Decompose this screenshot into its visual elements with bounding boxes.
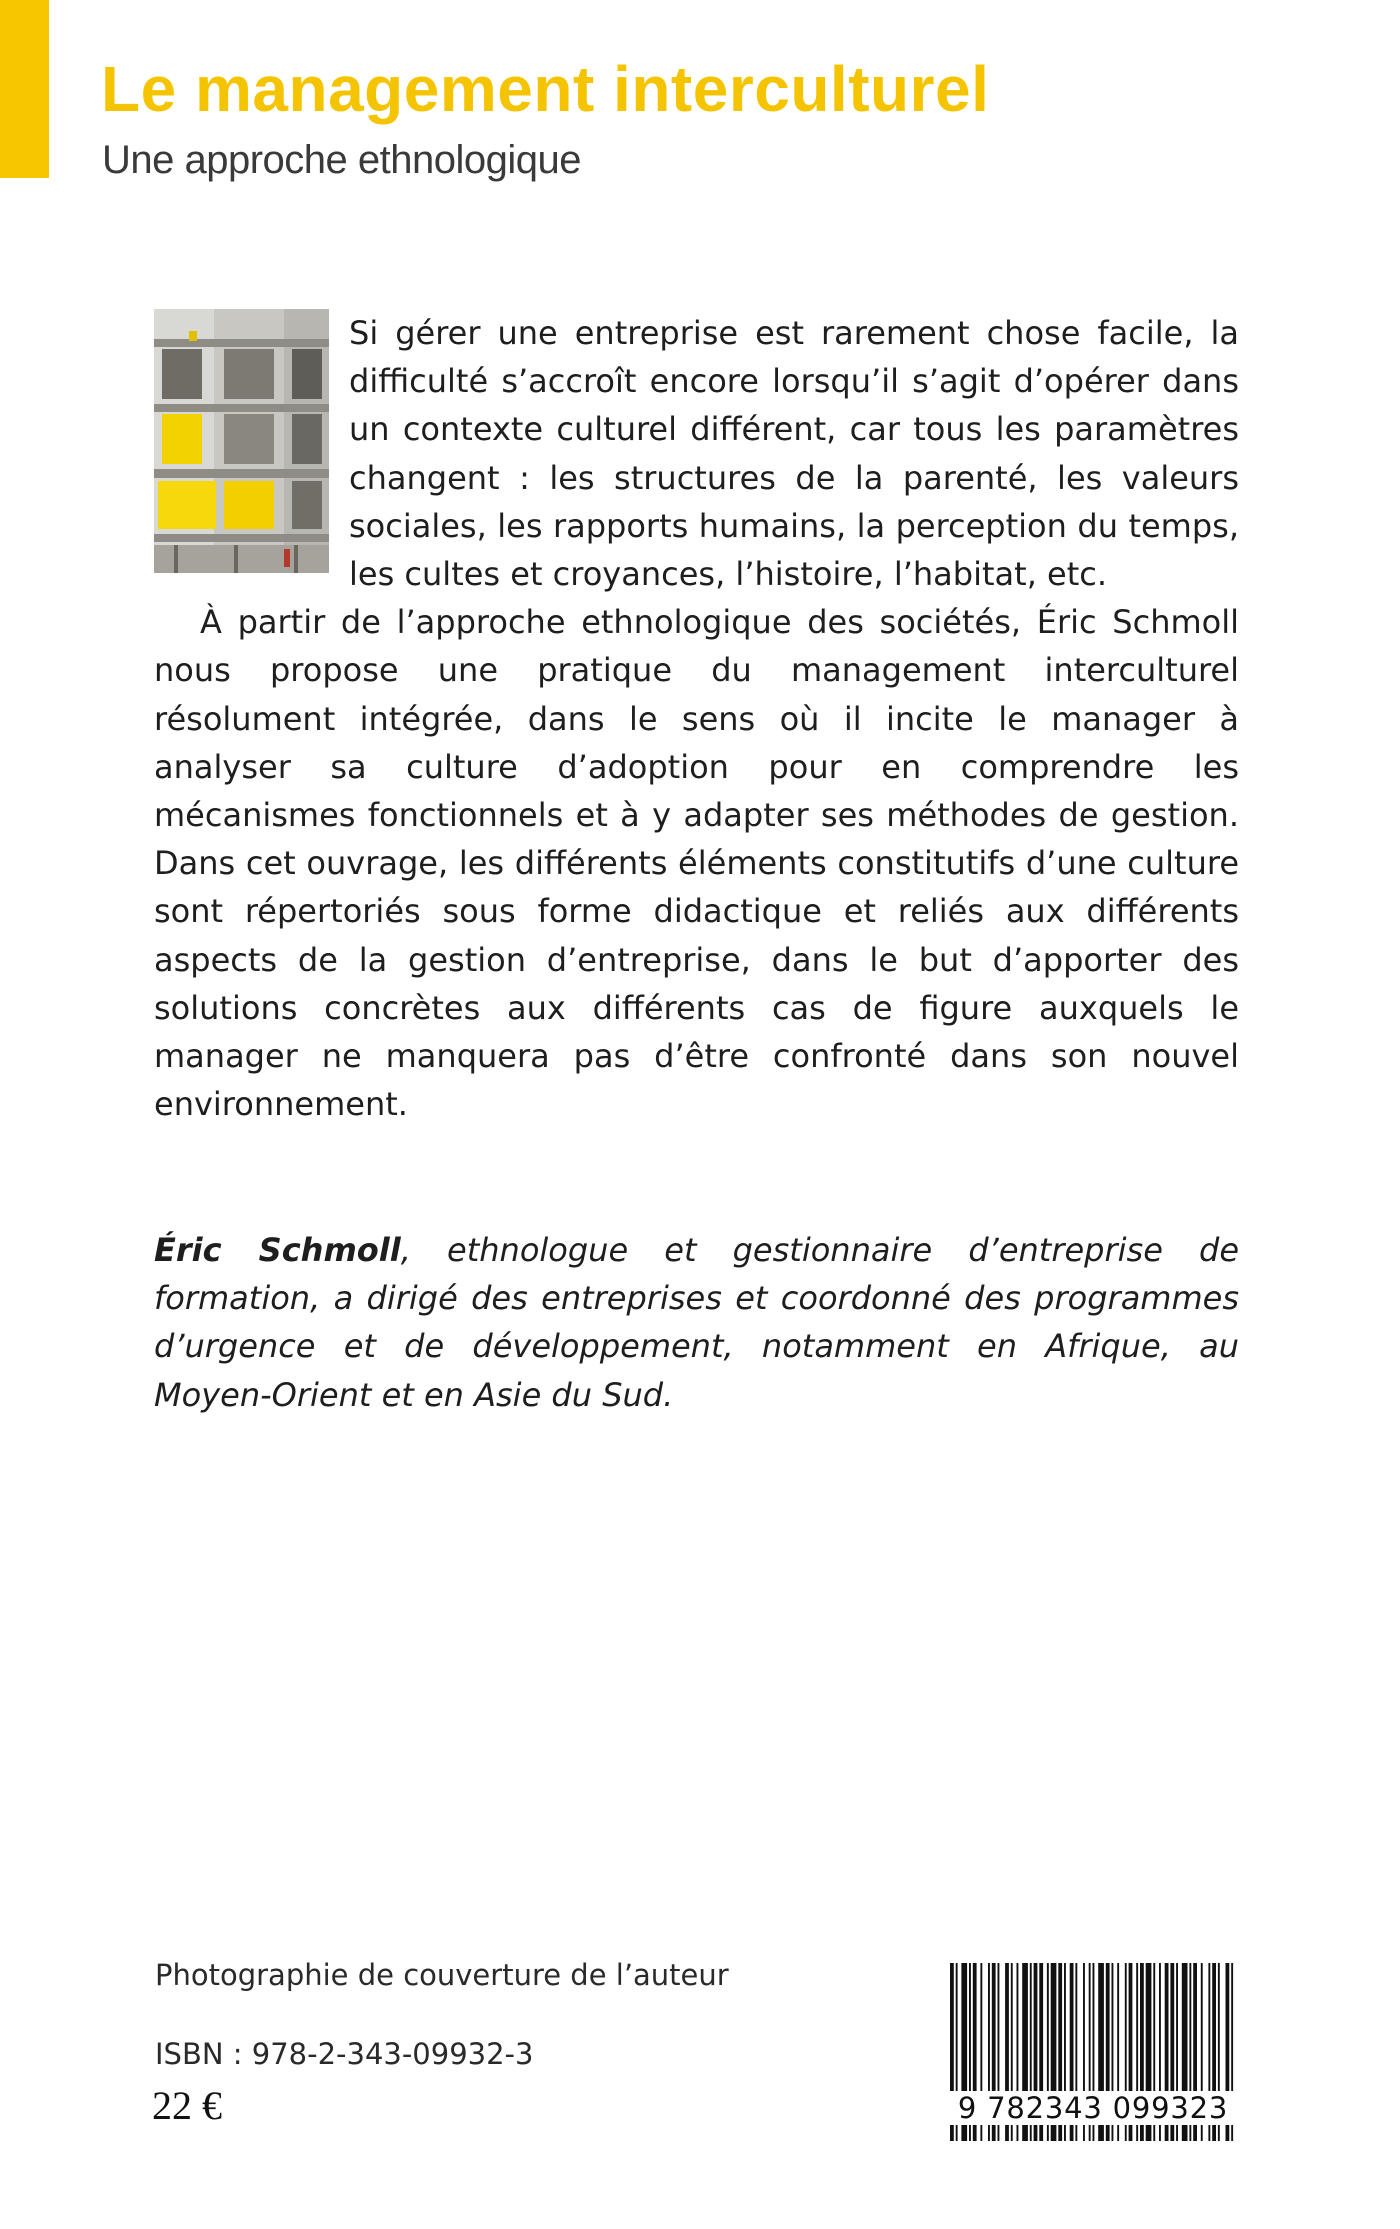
author-name: Éric Schmoll [154, 1231, 401, 1269]
blurb-paragraph-2: À partir de l’approche ethnologique des sociétés, Éric Schmoll nous propose une pratique du management interculturel résolument intégrée, dans le sens où il incite le manager à analyser sa culture d’adoption pour en comprendre les mécanismes fonctionnels et à y adapter ses méthodes de gestion. Dans cet ouvrage, les différents éléments constitutifs d’une culture sont répertoriés sous forme didactique et reliés aux différents aspects de la gestion d’entreprise, dans le but d’apporter des solutions concrètes aux différents cas de figure auxquels le manager ne manquera pas d’être confronté dans son nouvel environnement. [154, 603, 1239, 1124]
accent-bar [0, 0, 49, 178]
blurb-paragraph-1: Si gérer une entreprise est rarement chose facile, la difficulté s’accroît encore lorsqu’il s’agit d’opérer dans un contexte culturel différent, car tous les paramètres changent : les structures de la parenté, les valeurs sociales, les rapports humains, la perception du temps, les cultes et croyances, l’histoire, l’habitat, etc. [154, 309, 1239, 598]
book-title: Le management interculturel [101, 53, 990, 125]
price: 22 € [152, 2083, 222, 2128]
cover-photo-building [154, 309, 329, 573]
book-subtitle: Une approche ethnologique [102, 138, 582, 182]
author-bio [154, 1226, 1239, 1419]
photo-credit: Photographie de couverture de l’auteur [155, 1958, 729, 1992]
isbn: ISBN : 978-2-343-09932-3 [155, 2037, 534, 2071]
author-bio-text: , ethnologue et gestionnaire d’entreprise de formation, a dirigé des entreprises et coordonné des programmes d’urgence et de développement, notamment en Afrique, au Moyen-Orient et en Asie du Sud. [154, 1231, 1240, 1414]
blurb [154, 309, 1239, 1128]
barcode-digits: 9 782343 099323 [948, 2091, 1238, 2125]
